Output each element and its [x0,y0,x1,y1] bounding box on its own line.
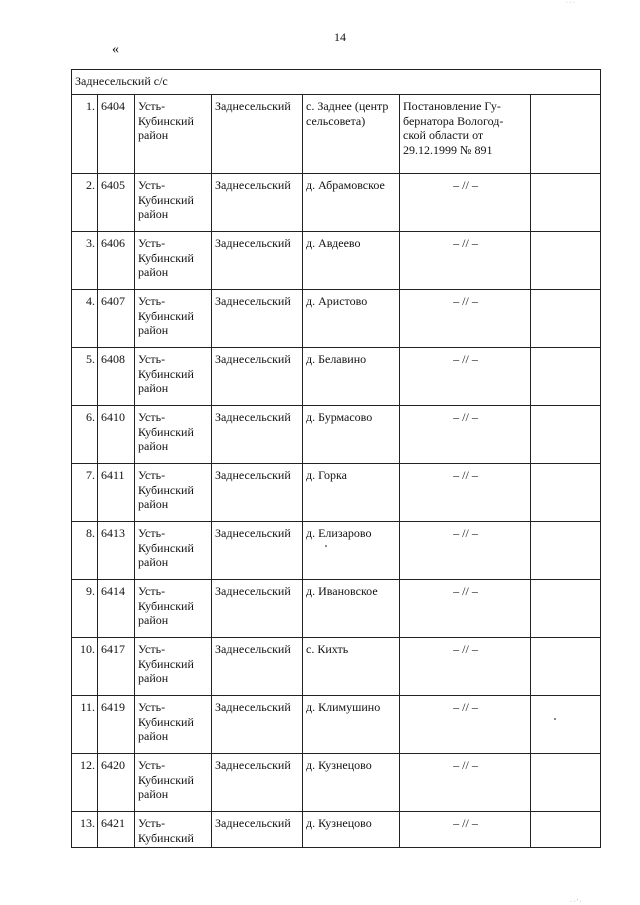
district-cell: Усть- Кубинский район [135,696,212,754]
table-row [72,754,601,812]
district-cell: Усть- Кубинский район [135,464,212,522]
row-number-cell: 3. [72,232,98,290]
empty-cell [531,812,601,848]
row-number-cell: 6. [72,406,98,464]
table-row [72,464,601,522]
empty-cell [531,464,601,522]
row-number-cell: 1. [72,95,98,174]
table-row [72,95,601,174]
empty-cell [531,638,601,696]
settlement-cell: с. Заднее (центр сельсовета) [303,95,400,174]
code-cell: 6410 [98,406,135,464]
district-cell: Усть- Кубинский район [135,174,212,232]
row-number-cell: 10. [72,638,98,696]
empty-cell [531,348,601,406]
settlement-cell: д. Авдеево [303,232,400,290]
table-row [72,580,601,638]
code-cell: 6407 [98,290,135,348]
decree-cell: – // – [400,174,531,232]
empty-cell [531,174,601,232]
council-cell: Заднесельский [212,348,303,406]
table-row [72,696,601,754]
settlement-cell: д. Аристово [303,290,400,348]
decree-cell: – // – [400,580,531,638]
district-cell: Усть- Кубинский район [135,232,212,290]
decree-cell: – // – [400,406,531,464]
council-cell: Заднесельский [212,812,303,848]
district-cell: Усть- Кубинский район [135,406,212,464]
district-cell: Усть- Кубинский [135,812,212,848]
settlement-cell: д. Елизарово [303,522,400,580]
decree-cell: – // – [400,754,531,812]
council-cell: Заднесельский [212,406,303,464]
row-number-cell: 7. [72,464,98,522]
settlement-cell: д. Горка [303,464,400,522]
settlement-cell: д. Бурмасово [303,406,400,464]
district-cell: Усть- Кубинский район [135,638,212,696]
empty-cell [531,232,601,290]
table-row [72,290,601,348]
district-cell: Усть- Кубинский район [135,348,212,406]
settlement-cell: д. Климушино [303,696,400,754]
council-cell: Заднесельский [212,95,303,174]
code-cell: 6413 [98,522,135,580]
settlement-cell: д. Абрамовское [303,174,400,232]
code-cell: 6406 [98,232,135,290]
scan-mark-top: · · · [566,0,575,6]
table-row [72,348,601,406]
code-cell: 6421 [98,812,135,848]
code-cell: 6404 [98,95,135,174]
decree-cell: Постановление Гу- бернатора Вологод- ской области от 29.12.1999 № 891 [400,95,531,174]
council-cell: Заднесельский [212,638,303,696]
code-cell: 6419 [98,696,135,754]
council-cell: Заднесельский [212,522,303,580]
settlements-table [71,69,601,848]
empty-cell [531,522,601,580]
row-number-cell: 9. [72,580,98,638]
empty-cell [531,580,601,638]
page-number: 14 [334,30,346,44]
code-cell: 6405 [98,174,135,232]
decree-cell: – // – [400,232,531,290]
section-title: Заднесельский с/с [72,70,601,95]
code-cell: 6417 [98,638,135,696]
council-cell: Заднесельский [212,290,303,348]
empty-cell [531,696,601,754]
decree-cell: – // – [400,348,531,406]
table-row [72,638,601,696]
decree-cell: – // – [400,812,531,848]
decree-cell: – // – [400,522,531,580]
council-cell: Заднесельский [212,464,303,522]
row-number-cell: 4. [72,290,98,348]
council-cell: Заднесельский [212,174,303,232]
settlement-cell: д. Белавино [303,348,400,406]
empty-cell [531,290,601,348]
empty-cell [531,95,601,174]
section-header-row [72,70,601,95]
decree-cell: – // – [400,638,531,696]
table-row [72,812,601,848]
row-number-cell: 5. [72,348,98,406]
code-cell: 6411 [98,464,135,522]
district-cell: Усть- Кубинский район [135,522,212,580]
district-cell: Усть- Кубинский район [135,95,212,174]
row-number-cell: 12. [72,754,98,812]
council-cell: Заднесельский [212,580,303,638]
table-row [72,232,601,290]
council-cell: Заднесельский [212,696,303,754]
settlement-cell: с. Кихть [303,638,400,696]
table-row [72,174,601,232]
settlement-cell: д. Кузнецово [303,812,400,848]
empty-cell [531,754,601,812]
table-row [72,406,601,464]
row-number-cell: 13. [72,812,98,848]
table-row [72,522,601,580]
empty-cell [531,406,601,464]
district-cell: Усть- Кубинский район [135,580,212,638]
row-number-cell: 8. [72,522,98,580]
scan-mark-bottom: · · ' · [570,899,582,905]
council-cell: Заднесельский [212,754,303,812]
decree-cell: – // – [400,464,531,522]
district-cell: Усть- Кубинский район [135,754,212,812]
row-number-cell: 11. [72,696,98,754]
quote-mark: « [112,42,119,57]
row-number-cell: 2. [72,174,98,232]
code-cell: 6414 [98,580,135,638]
district-cell: Усть- Кубинский район [135,290,212,348]
settlement-cell: д. Ивановское [303,580,400,638]
council-cell: Заднесельский [212,232,303,290]
decree-cell: – // – [400,290,531,348]
decree-cell: – // – [400,696,531,754]
code-cell: 6420 [98,754,135,812]
settlement-cell: д. Кузнецово [303,754,400,812]
code-cell: 6408 [98,348,135,406]
